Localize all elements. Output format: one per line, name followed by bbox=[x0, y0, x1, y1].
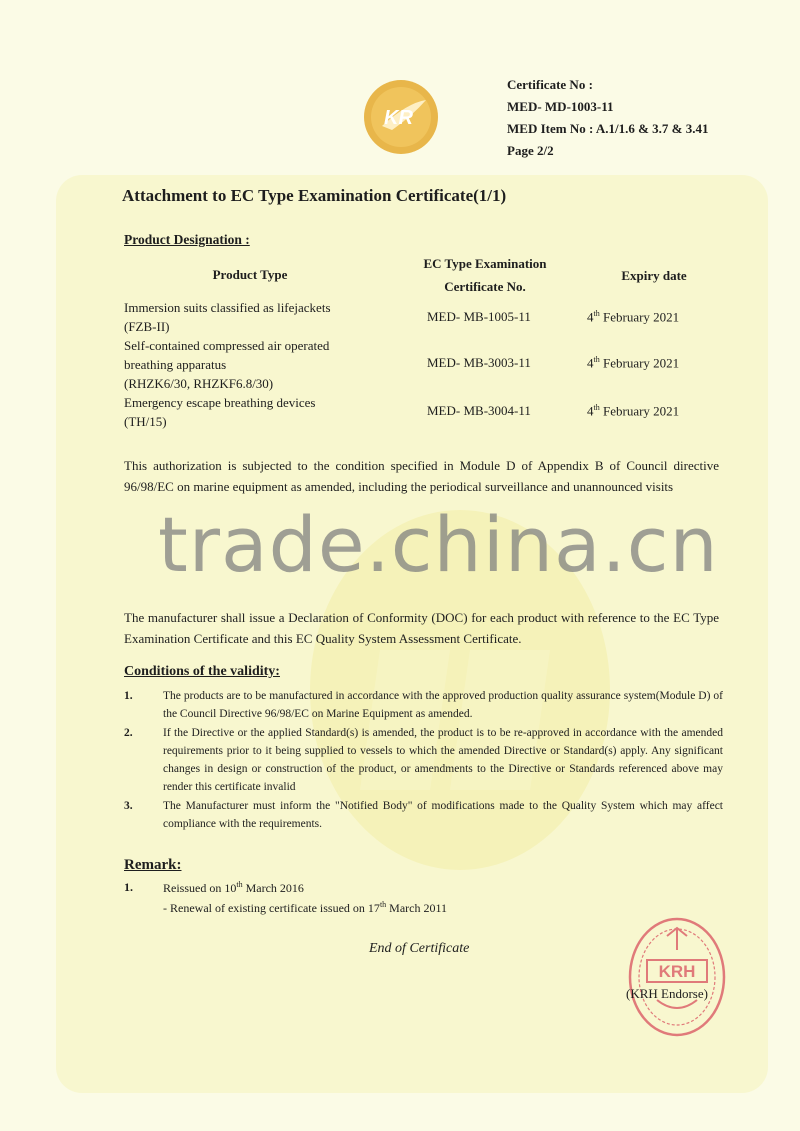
remark-line-2: - Renewal of existing certificate issued on 17th March 2011 bbox=[163, 900, 448, 915]
table-row bbox=[124, 298, 331, 336]
product-type-line: Immersion suits classified as lifejackets bbox=[124, 300, 331, 315]
authorization-paragraph: This authorization is subjected to the condition specified in Module D of Appendix B of Council directive 96/98/EC on marine equipment as amended, including the periodical surveillance and unannounced visits bbox=[124, 458, 719, 494]
col-cert-no bbox=[405, 252, 565, 298]
condition-number: 1. bbox=[124, 690, 133, 702]
table-row bbox=[124, 336, 329, 393]
col-cert-line1: EC Type Examination bbox=[423, 256, 547, 271]
product-type-line: (RHZK6/30, RHZKF6.8/30) bbox=[124, 376, 274, 391]
remark-line-1: Reissued on 10th March 2016 bbox=[163, 880, 304, 895]
end-of-certificate: End of Certificate bbox=[369, 941, 470, 956]
krh-stamp-icon bbox=[627, 916, 727, 1038]
svg-text:KRH: KRH bbox=[658, 962, 696, 981]
expiry-date: 4th February 2021 bbox=[587, 309, 680, 325]
product-type-line: Self-contained compressed air operated bbox=[124, 338, 330, 353]
declaration-paragraph: The manufacturer shall issue a Declaration of Conformity (DOC) for each product with reference to the EC Type Examination Certificate and this EC Quality System Assessment Certificate. bbox=[124, 610, 719, 646]
expiry-date: 4th February 2021 bbox=[587, 355, 680, 371]
condition-text: The Manufacturer must inform the "Notified Body" of modifications made to the Quality System which may affect compliance with the requirements. bbox=[163, 800, 723, 830]
page-number: Page 2/2 bbox=[507, 143, 554, 158]
krh-endorse-label: (KRH Endorse) bbox=[626, 986, 708, 1001]
col-product-type: Product Type bbox=[212, 267, 288, 282]
product-type-line: (TH/15) bbox=[124, 414, 167, 429]
remark-number: 1. bbox=[124, 880, 133, 894]
condition-number: 2. bbox=[124, 727, 133, 739]
col-cert-line2: Certificate No. bbox=[444, 279, 526, 294]
product-designation-heading: Product Designation : bbox=[124, 232, 250, 247]
watermark-text: trade.china.cn bbox=[158, 500, 719, 589]
product-type-line: Emergency escape breathing devices bbox=[124, 395, 316, 410]
kr-logo-icon bbox=[362, 78, 440, 156]
condition-text: If the Directive or the applied Standard(s) is amended, the product is to be re-approved in accordance with the amended requirements prior to it being supplied to vessels to which the amended Directive or Standard(s) apply. Any significant changes in design or construction of the product, or amendments to the Directive or Standards referenced above may render this certificate invalid bbox=[163, 727, 723, 793]
svg-text:KR: KR bbox=[384, 107, 413, 129]
cert-number: MED- MB-3004-11 bbox=[427, 403, 531, 418]
table-row bbox=[124, 393, 315, 431]
product-type-line: (FZB-II) bbox=[124, 319, 170, 334]
cert-no-label: Certificate No : bbox=[507, 77, 593, 92]
condition-text: The products are to be manufactured in accordance with the approved production quality assurance system(Module D) of the Council Directive 96/98/EC on Marine Equipment as amended. bbox=[163, 690, 723, 720]
cert-no: MED- MD-1003-11 bbox=[507, 99, 614, 114]
document-title: Attachment to EC Type Examination Certificate(1/1) bbox=[122, 186, 507, 205]
med-item-no: MED Item No : A.1/1.6 & 3.7 & 3.41 bbox=[507, 121, 709, 136]
cert-number: MED- MB-1005-11 bbox=[427, 309, 531, 324]
certificate-header bbox=[507, 74, 708, 162]
product-type-line: breathing apparatus bbox=[124, 357, 227, 372]
col-expiry: Expiry date bbox=[621, 268, 687, 283]
expiry-date: 4th February 2021 bbox=[587, 403, 680, 419]
conditions-heading: Conditions of the validity: bbox=[124, 664, 280, 679]
remark-heading: Remark: bbox=[124, 857, 182, 873]
cert-number: MED- MB-3003-11 bbox=[427, 355, 531, 370]
condition-number: 3. bbox=[124, 800, 133, 812]
